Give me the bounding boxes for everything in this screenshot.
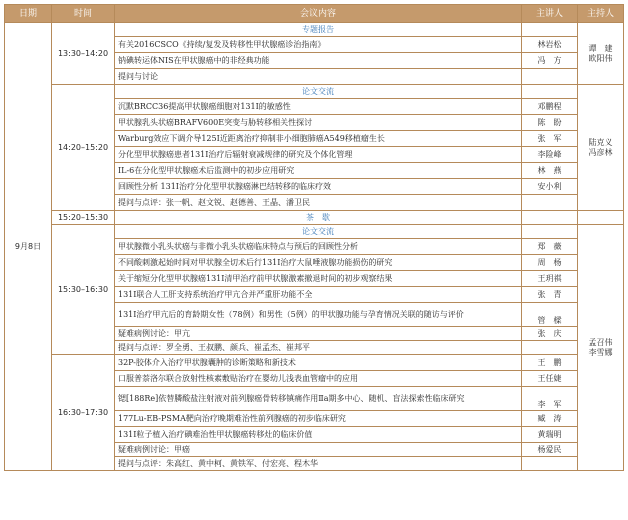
session-4-talk-4: 177Lu-EB-PSMA靶向治疗晚期难治性前列腺癌的初步临床研究	[115, 411, 522, 427]
session-2-host-a: 陆克义	[588, 137, 613, 147]
session-3-speaker-5: 管 樑	[522, 303, 578, 327]
session-2-host-b: 冯彦林	[588, 147, 613, 157]
session-2-time: 14:20–15:20	[52, 85, 115, 211]
session-2-speaker-1: 邓鹏程	[522, 99, 578, 115]
session-4-talk-5: 131I粒子植入治疗碘难治性甲状腺癌转移灶的临床价值	[115, 427, 522, 443]
session-3-speaker-2: 周 杨	[522, 255, 578, 271]
session-3-host-a: 孟召伟	[588, 337, 613, 347]
session-1-host-b: 欧阳伟	[588, 53, 613, 63]
session-1-time: 13:30–14:20	[52, 23, 115, 85]
session-3-host-b: 李雪娜	[588, 347, 613, 357]
table-row	[5, 355, 624, 371]
schedule-page	[4, 4, 623, 516]
break-row	[5, 211, 624, 225]
session-3-title: 论文交流	[115, 225, 522, 239]
session-4-speaker-3: 李 军	[522, 387, 578, 411]
empty-speaker-cell	[522, 457, 578, 471]
header-time: 时间	[52, 5, 115, 23]
session-4-speaker-2: 王任婕	[522, 371, 578, 387]
session-3-talk-1: 甲状腺微小乳头状癌与非微小乳头状癌临床特点与预后的回顾性分析	[115, 239, 522, 255]
session-3-talk-3: 关于缩短分化型甲状腺癌131I清甲治疗前甲状腺激素撤退时间的初步观察结果	[115, 271, 522, 287]
session-2-speaker-6: 安小利	[522, 179, 578, 195]
session-1-speaker-2: 冯 方	[522, 53, 578, 69]
session-1-host-a: 谭 建	[588, 43, 613, 53]
schedule-table	[4, 4, 624, 471]
empty-speaker-cell	[522, 341, 578, 355]
date-cell: 9月8日	[5, 23, 52, 471]
session-2-comment: 提问与点评：张一帆、赵文锐、赵德善、王晶、潘卫民	[115, 195, 522, 211]
session-1-speaker-1: 林岩松	[522, 37, 578, 53]
empty-host-cell	[578, 211, 624, 225]
empty-speaker-cell	[522, 23, 578, 37]
session-3-title-row	[5, 225, 624, 239]
session-2-title: 论文交流	[115, 85, 522, 99]
break-title: 茶 歇	[115, 211, 522, 225]
session-2-talk-3: Warburg效应下调介导125I近距离治疗抑制非小细胞肺癌A549移植瘤生长	[115, 131, 522, 147]
session-3-talk-5: 131I治疗甲亢后的育龄期女性（78例）和男性（5例）的甲状腺功能与孕育情况关联的随访与评价	[115, 303, 522, 327]
session-2-host	[578, 85, 624, 211]
session-3-talk-6: 疑难病例讨论：甲亢	[115, 327, 522, 341]
break-time: 15:20–15:30	[52, 211, 115, 225]
session-4-talk-2: 口服普萘洛尔联合放射性核素敷贴治疗在婴幼儿浅表血管瘤中的应用	[115, 371, 522, 387]
session-3-time: 15:30–16:30	[52, 225, 115, 355]
session-2-speaker-3: 张 军	[522, 131, 578, 147]
session-3-talk-4: 131I联合人工肝支持系统治疗甲亢合并严重肝功能不全	[115, 287, 522, 303]
session-4-time: 16:30–17:30	[52, 355, 115, 471]
session-3-speaker-4: 张 青	[522, 287, 578, 303]
session-2-talk-5: IL-6在分化型甲状腺癌术后监测中的初步应用研究	[115, 163, 522, 179]
header-date: 日期	[5, 5, 52, 23]
header-host: 主持人	[578, 5, 624, 23]
session-4-talk-3: 锶[188Re]依替膦酸盐注射液对前列腺癌骨转移镇痛作用Ⅱa期多中心、随机、盲法探索性临床研究	[115, 387, 522, 411]
empty-speaker-cell	[522, 195, 578, 211]
session-1-talk-2: 钠碘转运体NIS在甲状腺癌中的非经典功能	[115, 53, 522, 69]
session-3-talk-2: 不同酸刺激起始时间对甲状腺全切术后行131I治疗大鼠唾液腺功能损伤的研究	[115, 255, 522, 271]
session-4-speaker-6: 杨爱民	[522, 443, 578, 457]
empty-speaker-cell	[522, 85, 578, 99]
session-3-speaker-3: 王玥祺	[522, 271, 578, 287]
session-2-talk-4: 分化型甲状腺癌患者131I治疗后辐射衰减规律的研究及个体化管理	[115, 147, 522, 163]
session-4-speaker-5: 黄瑞明	[522, 427, 578, 443]
session-1-title: 专题报告	[115, 23, 522, 37]
session-4-comment: 提问与点评：朱高红、黄中柯、黄铁军、付宏亮、程木华	[115, 457, 522, 471]
session-2-speaker-4: 李险峰	[522, 147, 578, 163]
session-2-speaker-5: 林 燕	[522, 163, 578, 179]
session-4-talk-1: 32P-胶体介入治疗甲状腺囊肿的诊断策略和新技术	[115, 355, 522, 371]
empty-speaker-cell	[522, 69, 578, 85]
session-2-talk-2: 甲状腺乳头状癌BRAFV600E突变与胁转移相关性探讨	[115, 115, 522, 131]
session-1-host	[578, 23, 624, 85]
empty-speaker-cell	[522, 225, 578, 239]
session-2-talk-6: 回顾性分析 131I治疗分化型甲状腺癌淋巴结转移的临床疗效	[115, 179, 522, 195]
empty-speaker-cell	[522, 211, 578, 225]
header-row	[5, 5, 624, 23]
session-2-speaker-2: 陈 盼	[522, 115, 578, 131]
session-1-talk-1: 有关2016CSCO《持续/复发及转移性甲状腺癌诊治指南》	[115, 37, 522, 53]
session-1-discussion: 提问与讨论	[115, 69, 522, 85]
session-1-title-row	[5, 23, 624, 37]
session-4-speaker-1: 王 鹏	[522, 355, 578, 371]
session-4-talk-6: 疑难病例讨论：甲癌	[115, 443, 522, 457]
session-2-title-row	[5, 85, 624, 99]
session-3-host	[578, 225, 624, 471]
header-speaker: 主讲人	[522, 5, 578, 23]
session-4-speaker-4: 臧 涛	[522, 411, 578, 427]
session-3-comment: 提问与点评：罗全勇、王叔鹏、颜兵、崔孟杰、崔邦平	[115, 341, 522, 355]
header-content: 会议内容	[115, 5, 522, 23]
session-2-talk-1: 沉默BRCC36提高甲状腺癌细胞对131I的敏感性	[115, 99, 522, 115]
session-3-speaker-1: 郑 薇	[522, 239, 578, 255]
session-3-speaker-6: 张 庆	[522, 327, 578, 341]
